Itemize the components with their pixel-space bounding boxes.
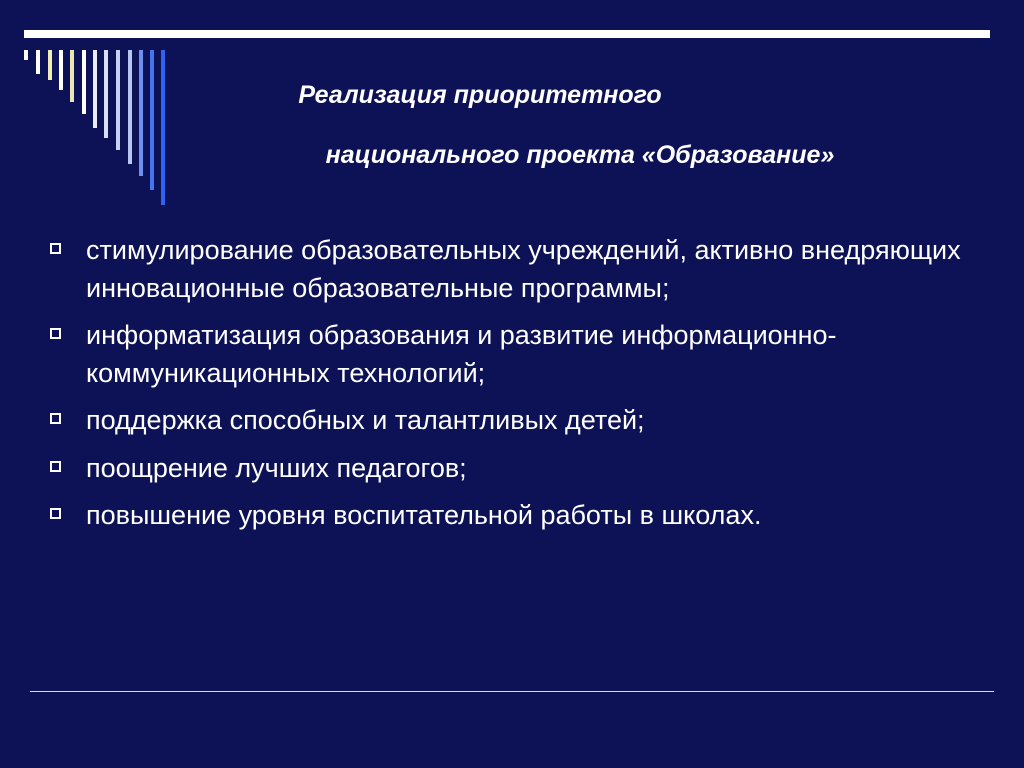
square-bullet-icon bbox=[50, 508, 61, 519]
stripe bbox=[36, 50, 40, 74]
list-item bbox=[48, 402, 988, 440]
list-item bbox=[48, 450, 988, 488]
stripe bbox=[59, 50, 63, 90]
stripe bbox=[128, 50, 132, 164]
slide-title-line-1: Реализация приоритетного bbox=[298, 81, 662, 109]
stripe bbox=[93, 50, 97, 128]
stripe bbox=[104, 50, 108, 138]
list-item bbox=[48, 317, 988, 392]
stripe bbox=[70, 50, 74, 102]
square-bullet-icon bbox=[50, 328, 61, 339]
stripe bbox=[48, 50, 52, 80]
square-bullet-icon bbox=[50, 461, 61, 472]
list-item bbox=[48, 497, 988, 535]
bottom-rule bbox=[30, 691, 994, 692]
square-bullet-icon bbox=[50, 243, 61, 254]
stripe bbox=[150, 50, 154, 190]
slide-title-line-2: национального проекта «Образование» bbox=[325, 141, 835, 169]
stripe bbox=[116, 50, 120, 150]
bullet-text: стимулирование образовательных учреждений, активно внедряющих инновационные образовательные программы; bbox=[86, 235, 961, 303]
stripe bbox=[139, 50, 143, 176]
stripe bbox=[82, 50, 86, 114]
bullet-list bbox=[48, 232, 988, 545]
bullet-text: поощрение лучших педагогов; bbox=[86, 452, 467, 483]
stripe bbox=[24, 50, 28, 60]
list-item bbox=[48, 232, 988, 307]
square-bullet-icon bbox=[50, 413, 61, 424]
bullet-text: информатизация образования и развитие информационно-коммуникационных технологий; bbox=[86, 320, 837, 388]
bullet-text: повышение уровня воспитательной работы в школах. bbox=[86, 500, 762, 530]
stripe bbox=[161, 50, 165, 205]
decorative-stripes bbox=[0, 0, 200, 220]
bullet-text: поддержка способных и талантливых детей; bbox=[86, 405, 645, 435]
